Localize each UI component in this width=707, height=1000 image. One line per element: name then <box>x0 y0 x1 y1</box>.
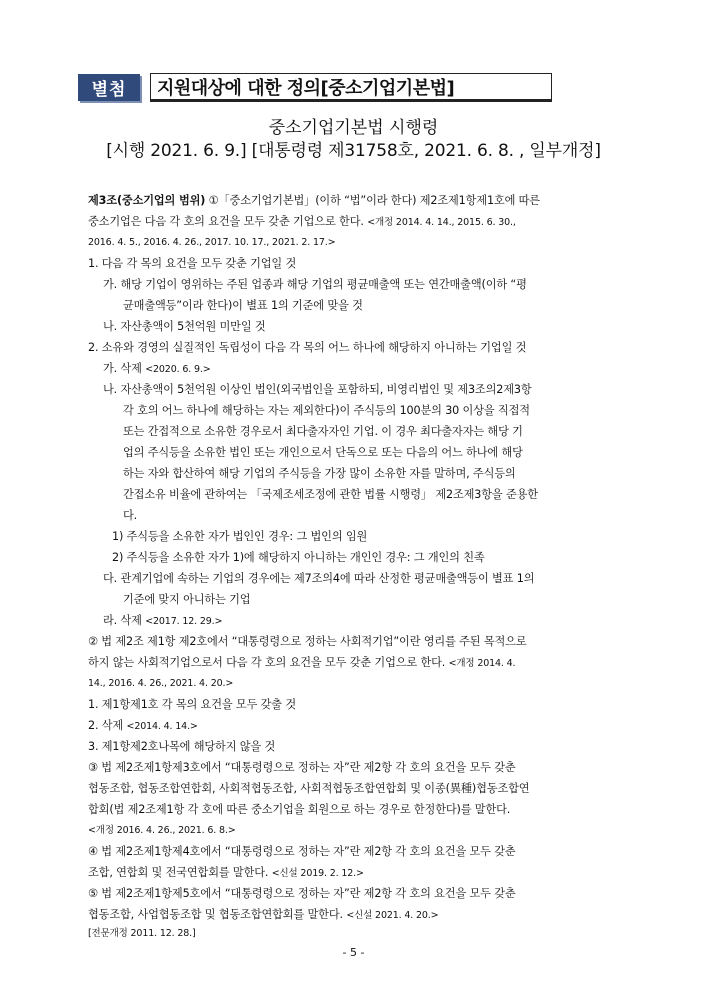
paragraph-4: ④ 법 제2조제1항제4호에서 “대통령령으로 정하는 자”란 제2항 각 호의 요건을 모두 갖춘 <box>88 845 516 858</box>
paragraph-3: ③ 법 제2조제1항제3호에서 “대통령령으로 정하는 자”란 제2항 각 호의 요건을 모두 갖춘 <box>88 761 516 774</box>
text-line: 다. <box>123 509 138 522</box>
full-revision-note: [전문개정 2011. 12. 28.] <box>88 928 196 939</box>
text-line: 업의 주식등을 소유한 법인 또는 개인으로서 단독으로 또는 다음의 어느 하나에 해당 <box>123 446 523 459</box>
amendment-note: <개정 2014. 4. 14., 2015. 6. 30., <box>367 217 516 228</box>
article-3-line: 제3조(중소기업의 범위) ①「중소기업기본법」(이하 “법”이라 한다) 제2조제1항제1호에 따른 <box>88 194 540 207</box>
paragraph-5: ⑤ 법 제2조제1항제5호에서 “대통령령으로 정하는 자”란 제2항 각 호의 요건을 모두 갖춘 <box>88 887 516 900</box>
paragraph-2: ② 법 제2조 제1항 제2호에서 “대통령령으로 정하는 사회적기업”이란 영리를 주된 목적으로 <box>88 635 527 648</box>
text-line: 협동조합, 협동조합연합회, 사회적협동조합, 사회적협동조합연합회 및 이종(異種)협동조합연 <box>88 782 530 795</box>
amendment-note: <개정 2016. 4. 26., 2021. 6. 8.> <box>88 825 236 836</box>
item-1: 1. 다음 각 목의 요건을 모두 갖춘 기업일 것 <box>88 257 297 270</box>
text-line: 균매출액등”이라 한다)이 별표 1의 기준에 맞을 것 <box>123 299 363 312</box>
law-name: 중소기업기본법 시행령 <box>268 118 439 138</box>
amendment-note: 14., 2016. 4. 26., 2021. 4. 20.> <box>88 678 234 689</box>
text-line: 또는 간접적으로 소유한 경우로서 최다출자자인 기업. 이 경우 최다출자자는 해당 기 <box>123 425 523 438</box>
article-heading: 제3조(중소기업의 범위) <box>88 194 206 207</box>
sub-item-ra: 라. 삭제 <2017. 12. 29.> <box>103 614 223 627</box>
sub-item-na: 나. 자산총액이 5천억원 미만일 것 <box>103 320 266 333</box>
text-line: 간접소유 비율에 관하여는 「국제조세조정에 관한 법률 시행령」 제2조제3항을 준용한 <box>123 488 538 501</box>
item-2: 2. 소유와 경영의 실질적인 독립성이 다음 각 목의 어느 하나에 해당하지 아니하는 기업일 것 <box>88 341 527 354</box>
text-line: 하지 않는 사회적기업으로서 다음 각 호의 요건을 모두 갖춘 기업으로 한다. <개정 2014. 4. <box>88 656 516 669</box>
page-number: - 5 - <box>342 946 365 959</box>
amendment-note: <신설 2021. 4. 20.> <box>346 910 439 921</box>
sub-item-ga: 가. 해당 기업이 영위하는 주된 업종과 해당 기업의 평균매출액 또는 연간매출액(이하 “평 <box>103 278 527 291</box>
sub-sub-item-1: 1) 주식등을 소유한 자가 법인인 경우: 그 법인의 임원 <box>112 530 368 543</box>
sub-item-da: 다. 관계기업에 속하는 기업의 경우에는 제7조의4에 따라 산정한 평균매출액등이 별표 1의 <box>103 572 535 585</box>
sub-item-na: 나. 자산총액이 5천억원 이상인 법인(외국법인을 포함하되, 비영리법인 및 제3조의2제3항 <box>103 383 532 396</box>
item-3: 3. 제1항제2호나목에 해당하지 않을 것 <box>88 740 276 753</box>
amendment-note: 2016. 4. 5., 2016. 4. 26., 2017. 10. 17., 2021. 2. 17.> <box>88 237 336 248</box>
amendment-note: <신설 2019. 2. 12.> <box>271 868 364 879</box>
text-line: 기준에 맞지 아니하는 기업 <box>123 593 251 606</box>
attachment-badge: 별첨 <box>78 74 140 101</box>
text-line: 중소기업은 다음 각 호의 요건을 모두 갖춘 기업으로 한다. <개정 2014. 4. 14., 2015. 6. 30., <box>88 215 516 228</box>
text-line: 합회(법 제2조제1항 각 호에 따른 중소기업을 회원으로 하는 경우로 한정한다)를 말한다. <box>88 803 511 816</box>
item-1: 1. 제1항제1호 각 목의 요건을 모두 갖출 것 <box>88 698 297 711</box>
text-line: 하는 자와 합산하여 해당 기업의 주식등을 가장 많이 소유한 자를 말하며, 주식등의 <box>123 467 516 480</box>
amendment-note: <개정 2014. 4. <box>448 658 516 669</box>
text-line: 협동조합, 사업협동조합 및 협동조합연합회를 말한다. <신설 2021. 4. 20.> <box>88 908 439 921</box>
law-enforcement-info: [시행 2021. 6. 9.] [대통령령 제31758호, 2021. 6. 8. , 일부개정] <box>106 141 601 161</box>
attachment-header <box>78 74 552 101</box>
header-title: 지원대상에 대한 정의[중소기업기본법] <box>150 73 552 102</box>
text-line: 각 호의 어느 하나에 해당하는 자는 제외한다)이 주식등의 100분의 30 이상을 직접적 <box>123 404 530 417</box>
amendment-note: <2020. 6. 9.> <box>145 364 211 375</box>
sub-item-ga: 가. 삭제 <2020. 6. 9.> <box>103 362 211 375</box>
amendment-note: <2017. 12. 29.> <box>145 616 223 627</box>
text-line: 조합, 연합회 및 전국연합회를 말한다. <신설 2019. 2. 12.> <box>88 866 364 879</box>
sub-sub-item-2: 2) 주식등을 소유한 자가 1)에 해당하지 아니하는 개인인 경우: 그 개인의 친족 <box>112 551 485 564</box>
amendment-note: <2014. 4. 14.> <box>126 721 198 732</box>
item-2: 2. 삭제 <2014. 4. 14.> <box>88 719 198 732</box>
